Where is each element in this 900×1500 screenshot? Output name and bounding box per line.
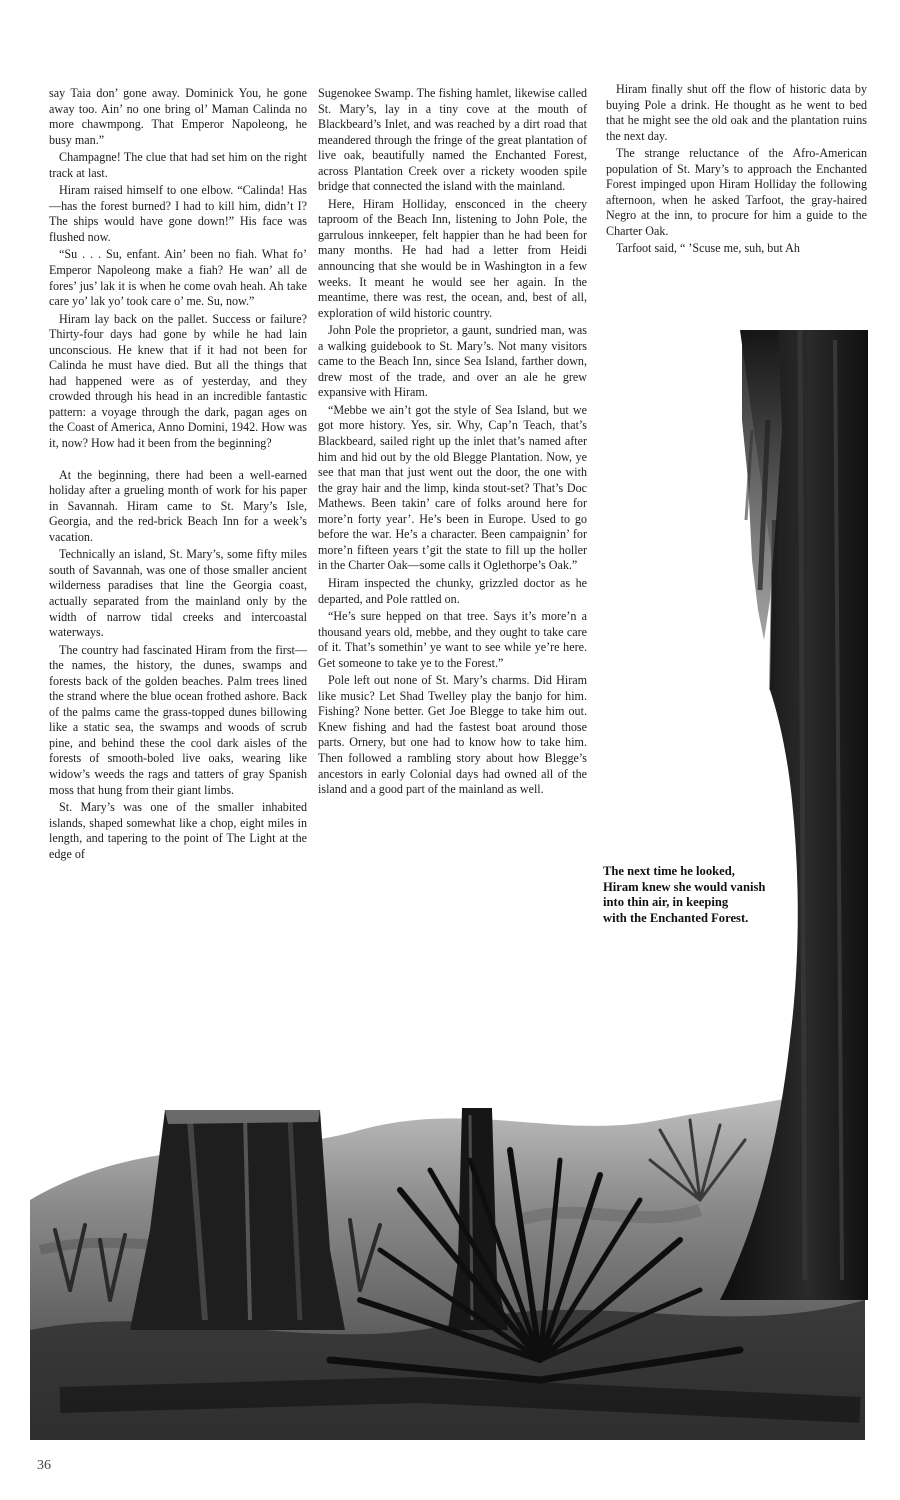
text-column-3 — [606, 82, 867, 259]
paragraph: Technically an island, St. Mary’s, some fifty miles south of Savannah, was one of those smaller ancient wilderness paradises that line the Georgia coast, actually separated from the mainland only by the width of narrow tidal creeks and intercoastal waterways. — [49, 547, 307, 640]
paragraph: Hiram lay back on the pallet. Success or failure? Thirty-four days had gone by while he had lain unconscious. He knew that if it had not been for Calinda he must have died. But all the things that had happened were as of yesterday, and they crowded through his head in an incredible fantastic pattern: a voyage through the dark, pagan ages on the Coast of America, Anno Domini, 1942. How was it, now? How had it been from the beginning? — [49, 311, 307, 451]
text-column-1 — [49, 86, 307, 864]
caption-line: with the Enchanted Forest. — [603, 910, 749, 925]
paragraph: Sugenokee Swamp. The fishing hamlet, likewise called St. Mary’s, lay in a tiny cove at the mouth of Blackbeard’s Inlet, and was reached by a dirt road that meandered through the fringe of the great plantation of live oak, beautifully named the Enchanted Forest, across Plantation Creek over a rickety wooden spile bridge that connected the island with the mainland. — [318, 86, 587, 194]
text-column-2 — [318, 86, 587, 800]
paragraph: At the beginning, there had been a well-earned holiday after a grueling month of work for his paper in Savannah. Hiram came to St. Mary’s Isle, Georgia, and the red-brick Beach Inn for a week’s vacation. — [49, 467, 307, 544]
paragraph: Tarfoot said, “ ’Scuse me, suh, but Ah — [616, 241, 800, 256]
paragraph: “He’s sure hepped on that tree. Says it’s more’n a thousand years old, mebbe, and they ought to take care of it. That’s somethin’ ye want to see while ye’re here. Get someone to take ye to the Forest.” — [318, 609, 587, 670]
paragraph: The strange reluctance of the Afro-American population of St. Mary’s to approach the Enchanted Forest impinged upon Hiram Holliday the following afternoon, when he asked Tarfoot, the gray-haired Negro at the inn, to procure for him a guide to the Charter Oak. — [606, 146, 867, 238]
paragraph: Champagne! The clue that had set him on the right track at last. — [49, 150, 307, 180]
caption-line: into thin air, in keeping — [603, 895, 729, 909]
paragraph: Pole left out none of St. Mary’s charms. Did Hiram like music? Let Shad Twelley play the banjo for him. Fishing? None better. Get Joe Blegge to take him out. Knew fishing and had the fastest boat around those parts. Ornery, but one had to know how to take him. Then followed a rambling story about how Blegge’s ancestors in early Colonial days had owned all of the island and a good part of the mainland as well. — [318, 673, 587, 797]
paragraph: “Mebbe we ain’t got the style of Sea Island, but we got more history. Yes, sir. Why, Cap’n Teach, that’s Blackbeard, sailed right up the inlet that’s named after him and hid out by the old Blegge Plantation. Now, ye see that man that just went out the door, the one with the gray hair and the limp, kinda stout-set? That’s Doc Mathews. Been takin’ care of folks around here for more’n forty year’. He’s been in Europe. Used to go before the war. He’s a character. Been campaignin’ for more’n fifteen years t’git the state to fill up the holler in the Charter Oak—some calls it Oglethorpe’s Oak.” — [318, 402, 587, 573]
paragraph: Here, Hiram Holliday, ensconced in the cheery taproom of the Beach Inn, listening to John Pole, the garrulous innkeeper, felt happier than he had been for many months. He had had a letter from Heidi announcing that she would be in Washington in a few weeks. It meant he would see her again. In the meantime, there was rest, the ocean, and, best of all, exploration of wild historic country. — [318, 196, 587, 320]
paragraph: Hiram raised himself to one elbow. “Calinda! Has—has the forest burned? I had to kill him, didn’t I? The ships would have gone down!” His face was flushed now. — [49, 183, 307, 244]
paragraph: The country had fascinated Hiram from the first—the names, the history, the dunes, swamps and forests back of the golden beaches. Palm trees lined the strand where the blue ocean frothed ashore. Back of the palms came the grass-topped dunes billowing like a static sea, the swamps and woods of scrub pine, and behind these the cool dark aisles of the forests of smooth-boled live oaks, wearing like widow’s weeds the rags and tatters of gray Spanish moss that hung from their giant limbs. — [49, 642, 307, 797]
paragraph: Hiram inspected the chunky, grizzled doctor as he departed, and Pole rattled on. — [318, 575, 587, 606]
paragraph: say Taia don’ gone away. Dominick You, he gone away too. Ain’ no one bring ol’ Maman Calinda no more chawmpong. That Emperor Napoleong, he busy man.” — [49, 86, 307, 147]
caption-line: The next time he looked, — [603, 864, 735, 878]
illustration-caption — [603, 864, 825, 926]
paragraph: Hiram finally shut off the flow of historic data by buying Pole a drink. He thought as he went to bed that he might see the old oak and the plantation ruins the next day. — [606, 82, 867, 143]
paragraph: St. Mary’s was one of the smaller inhabited islands, shaped somewhat like a chop, eight miles in length, and tapering to the point of The Light at the edge of — [49, 800, 307, 861]
caption-line: Hiram knew she would vanish — [603, 879, 766, 894]
paragraph: John Pole the proprietor, a gaunt, sundried man, was a walking guidebook to St. Mary’s. Not many visitors came to the Beach Inn, since Sea Island, farther down, drew most of the trade, and over an ale he grew expansive with Hiram. — [318, 323, 587, 400]
page-number: 36 — [37, 1458, 51, 1473]
left-stump — [130, 1110, 345, 1330]
paragraph: “Su . . . Su, enfant. Ain’ been no fiah. What fo’ Emperor Napoleong make a fiah? He wan’ all de fores’ jus’ lak it is when he come ovah heah. Ah take care yo’ lak yo’ took care o’ me. Su, now.” — [49, 247, 307, 309]
